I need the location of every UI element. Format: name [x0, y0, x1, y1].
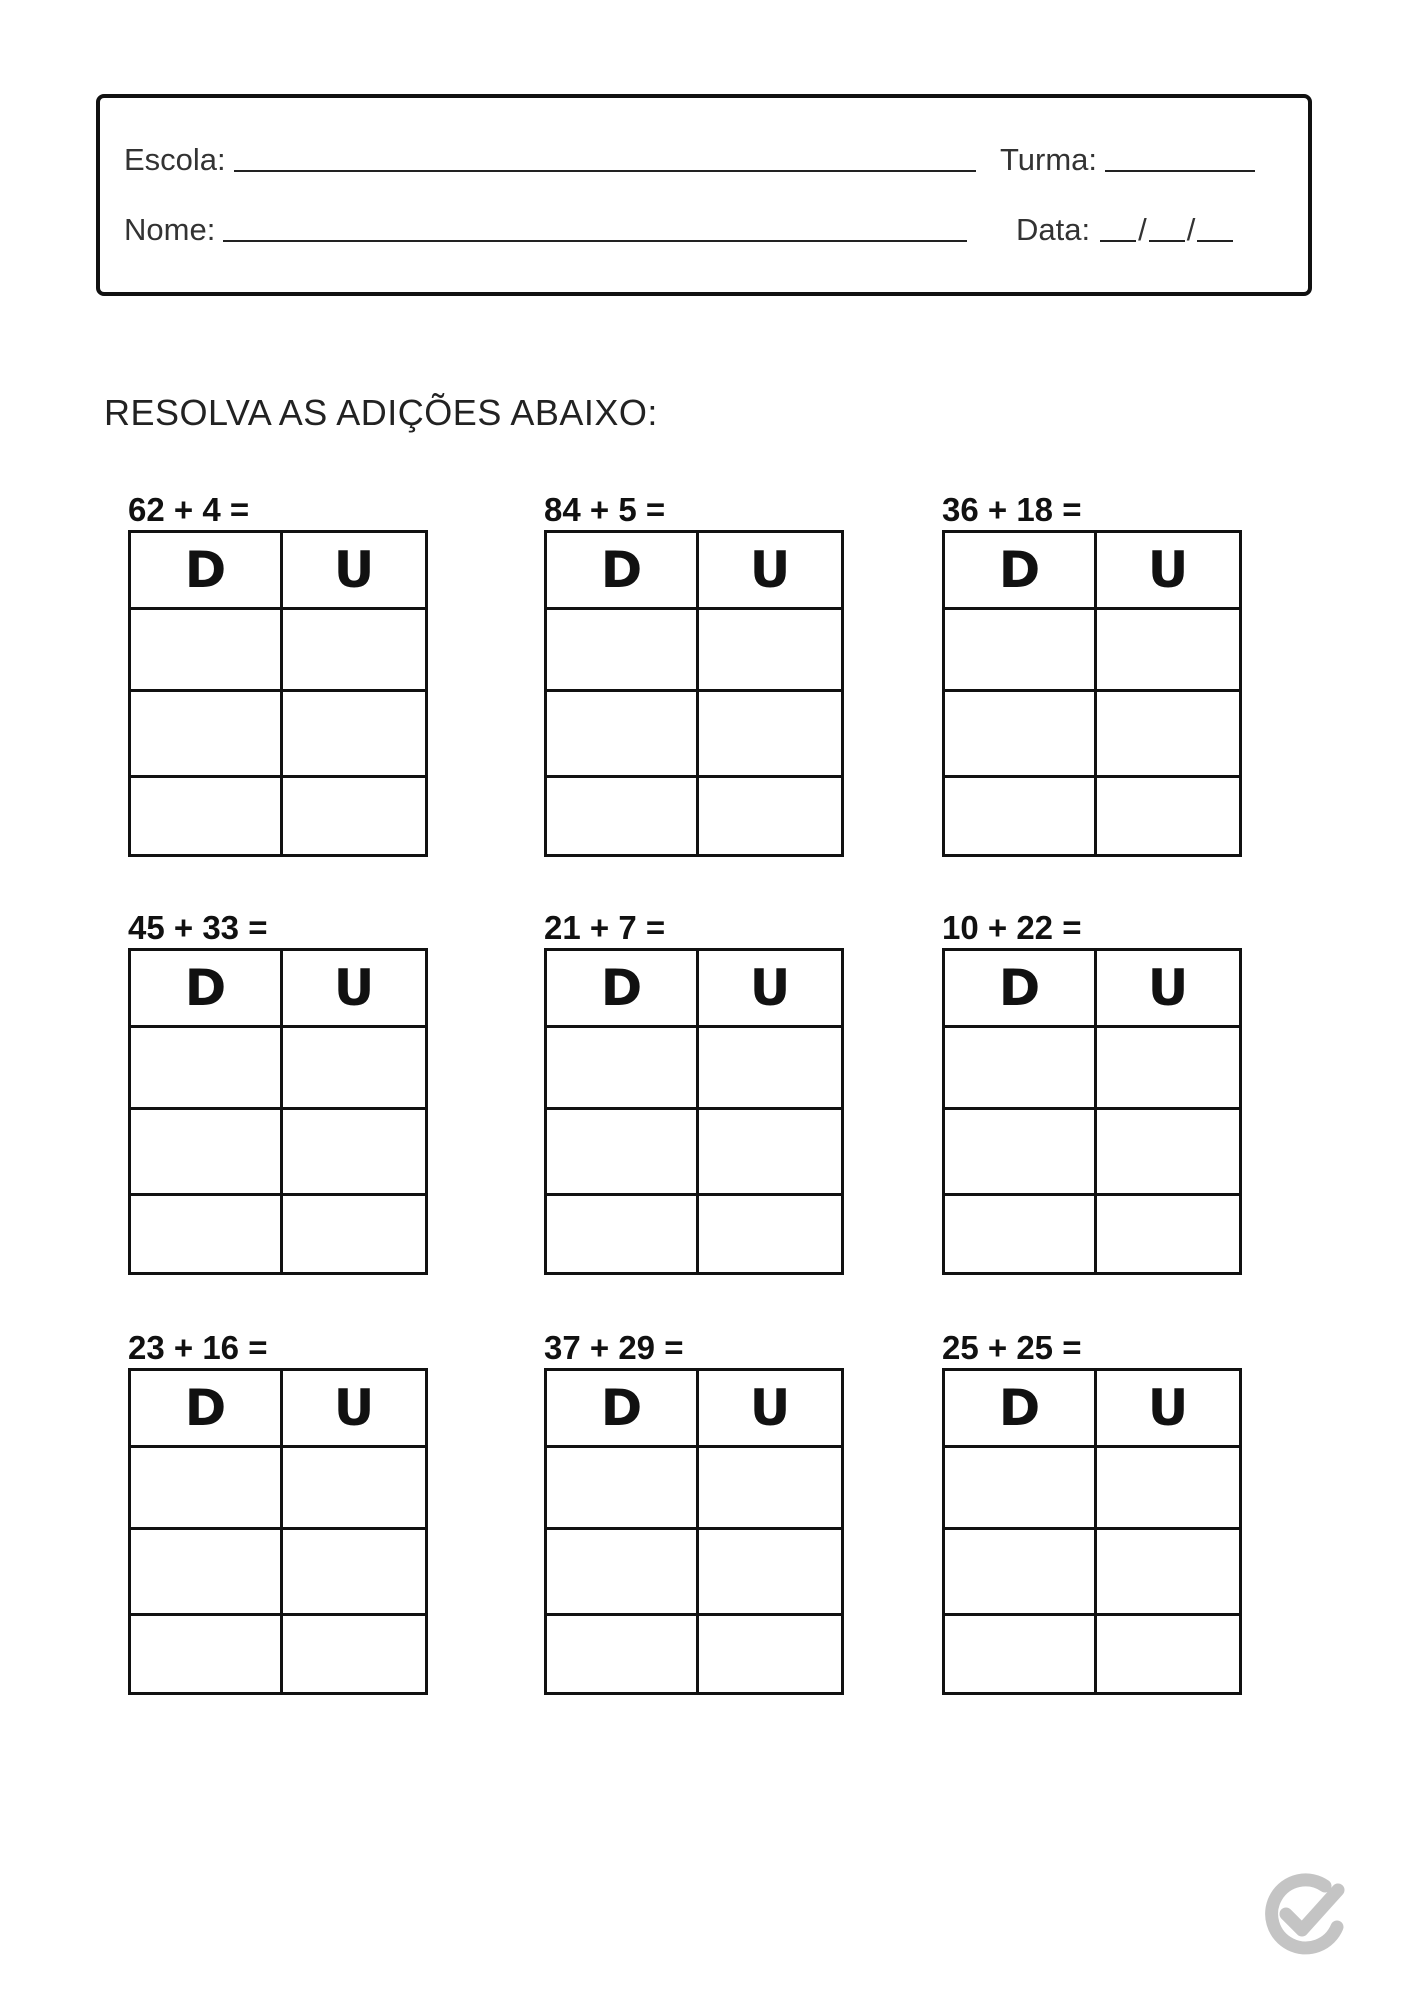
units-answer-cell[interactable] — [1097, 1028, 1239, 1107]
problem-expression: 45 + 33 = — [128, 909, 268, 946]
tens-answer-cell[interactable] — [547, 1028, 699, 1107]
tens-header-cell — [945, 1371, 1097, 1445]
grid-answer-row — [131, 1110, 425, 1196]
units-answer-cell[interactable] — [1097, 778, 1239, 854]
grid-header-row — [945, 951, 1239, 1028]
tens-answer-cell[interactable] — [131, 1616, 283, 1692]
units-header-cell — [283, 533, 425, 607]
grid-header-row — [547, 1371, 841, 1448]
units-answer-cell[interactable] — [699, 778, 841, 854]
tens-answer-cell[interactable] — [945, 1448, 1097, 1527]
grid-header-row — [131, 533, 425, 610]
grid-answer-row — [131, 1028, 425, 1110]
units-header-cell — [1097, 951, 1239, 1025]
units-answer-cell[interactable] — [699, 1110, 841, 1193]
units-label: U — [1147, 1379, 1189, 1437]
grid-answer-row — [131, 1616, 425, 1692]
place-value-grid — [544, 1368, 844, 1695]
name-field — [124, 212, 967, 248]
grid-answer-row — [547, 1196, 841, 1272]
units-answer-cell[interactable] — [283, 692, 425, 775]
units-answer-cell[interactable] — [1097, 692, 1239, 775]
tens-answer-cell[interactable] — [945, 1028, 1097, 1107]
tens-answer-cell[interactable] — [945, 1530, 1097, 1613]
tens-label: D — [184, 1379, 227, 1437]
units-answer-cell[interactable] — [283, 1616, 425, 1692]
tens-answer-cell[interactable] — [547, 692, 699, 775]
units-answer-cell[interactable] — [1097, 1616, 1239, 1692]
tens-header-cell — [547, 533, 699, 607]
grid-answer-row — [131, 1530, 425, 1616]
units-answer-cell[interactable] — [283, 1028, 425, 1107]
tens-label: D — [184, 959, 227, 1017]
tens-answer-cell[interactable] — [547, 1196, 699, 1272]
tens-answer-cell[interactable] — [131, 1196, 283, 1272]
units-answer-cell[interactable] — [283, 1110, 425, 1193]
place-value-grid — [128, 1368, 428, 1695]
place-value-grid — [942, 1368, 1242, 1695]
place-value-grid — [544, 948, 844, 1275]
tens-label: D — [998, 1379, 1041, 1437]
date-year-line[interactable] — [1197, 239, 1233, 242]
tens-label: D — [600, 541, 643, 599]
units-label: U — [749, 541, 791, 599]
units-answer-cell[interactable] — [283, 778, 425, 854]
grid-answer-row — [547, 1448, 841, 1530]
tens-header-cell — [131, 1371, 283, 1445]
units-answer-cell[interactable] — [699, 1196, 841, 1272]
units-answer-cell[interactable] — [699, 1616, 841, 1692]
addition-problem — [544, 908, 844, 1275]
tens-answer-cell[interactable] — [547, 1110, 699, 1193]
tens-label: D — [998, 541, 1041, 599]
tens-header-cell — [945, 533, 1097, 607]
instruction-text: RESOLVA AS ADIÇÕES ABAIXO: — [104, 392, 658, 433]
place-value-grid — [942, 530, 1242, 857]
problem-expression: 84 + 5 = — [544, 491, 666, 528]
tens-header-cell — [131, 533, 283, 607]
grid-answer-row — [945, 1448, 1239, 1530]
grid-answer-row — [945, 1616, 1239, 1692]
units-label: U — [1147, 959, 1189, 1017]
grid-header-row — [547, 533, 841, 610]
grid-answer-row — [945, 1028, 1239, 1110]
place-value-grid — [128, 530, 428, 857]
place-value-grid — [544, 530, 844, 857]
tens-answer-cell[interactable] — [547, 610, 699, 689]
units-header-cell — [1097, 533, 1239, 607]
units-answer-cell[interactable] — [699, 1028, 841, 1107]
tens-label: D — [184, 541, 227, 599]
tens-answer-cell[interactable] — [547, 1448, 699, 1527]
tens-answer-cell[interactable] — [945, 692, 1097, 775]
addition-problem — [544, 1328, 844, 1695]
units-header-cell — [699, 533, 841, 607]
units-label: U — [749, 1379, 791, 1437]
grid-header-row — [131, 951, 425, 1028]
units-answer-cell[interactable] — [1097, 1196, 1239, 1272]
grid-answer-row — [945, 610, 1239, 692]
grid-answer-row — [945, 692, 1239, 778]
units-label: U — [333, 1379, 375, 1437]
tens-answer-cell[interactable] — [945, 778, 1097, 854]
tens-header-cell — [945, 951, 1097, 1025]
date-label: Data: — [1016, 212, 1091, 247]
units-label: U — [749, 959, 791, 1017]
tens-answer-cell[interactable] — [131, 1530, 283, 1613]
grid-answer-row — [945, 1530, 1239, 1616]
problem-expression: 36 + 18 = — [942, 491, 1082, 528]
tens-header-cell — [547, 951, 699, 1025]
units-answer-cell[interactable] — [699, 692, 841, 775]
date-separator: / — [1186, 212, 1196, 247]
units-answer-cell[interactable] — [283, 1448, 425, 1527]
units-answer-cell[interactable] — [699, 610, 841, 689]
checkmark-logo-icon — [1262, 1872, 1348, 1958]
units-header-cell — [1097, 1371, 1239, 1445]
addition-problem — [942, 490, 1242, 857]
units-answer-cell[interactable] — [283, 1530, 425, 1613]
units-label: U — [1147, 541, 1189, 599]
addition-problem — [128, 1328, 428, 1695]
class-input-line[interactable] — [1105, 169, 1255, 172]
tens-answer-cell[interactable] — [547, 1616, 699, 1692]
units-answer-cell[interactable] — [283, 610, 425, 689]
tens-answer-cell[interactable] — [131, 610, 283, 689]
problem-expression: 25 + 25 = — [942, 1329, 1082, 1366]
addition-problem — [942, 908, 1242, 1275]
tens-answer-cell[interactable] — [131, 778, 283, 854]
tens-answer-cell[interactable] — [945, 1196, 1097, 1272]
date-field — [1016, 212, 1235, 248]
tens-label: D — [600, 959, 643, 1017]
grid-answer-row — [547, 778, 841, 854]
addition-problem — [128, 490, 428, 857]
date-day-line[interactable] — [1100, 239, 1136, 242]
grid-answer-row — [945, 778, 1239, 854]
grid-answer-row — [131, 610, 425, 692]
units-header-cell — [283, 951, 425, 1025]
grid-answer-row — [945, 1110, 1239, 1196]
problem-expression: 10 + 22 = — [942, 909, 1082, 946]
units-answer-cell[interactable] — [1097, 1530, 1239, 1613]
units-answer-cell[interactable] — [1097, 610, 1239, 689]
grid-answer-row — [547, 692, 841, 778]
school-label: Escola: — [124, 142, 226, 177]
grid-answer-row — [131, 1196, 425, 1272]
problem-expression: 62 + 4 = — [128, 491, 250, 528]
grid-answer-row — [131, 692, 425, 778]
units-header-cell — [283, 1371, 425, 1445]
units-answer-cell[interactable] — [699, 1530, 841, 1613]
grid-answer-row — [131, 1448, 425, 1530]
addition-problem — [942, 1328, 1242, 1695]
tens-answer-cell[interactable] — [547, 778, 699, 854]
grid-header-row — [547, 951, 841, 1028]
addition-problem — [544, 490, 844, 857]
grid-answer-row — [547, 1110, 841, 1196]
grid-header-row — [945, 533, 1239, 610]
grid-answer-row — [547, 1616, 841, 1692]
grid-answer-row — [547, 1028, 841, 1110]
student-info-box — [96, 94, 1312, 296]
tens-answer-cell[interactable] — [131, 1110, 283, 1193]
grid-header-row — [131, 1371, 425, 1448]
tens-answer-cell[interactable] — [945, 1110, 1097, 1193]
units-header-cell — [699, 951, 841, 1025]
place-value-grid — [942, 948, 1242, 1275]
date-separator: / — [1138, 212, 1147, 247]
units-header-cell — [699, 1371, 841, 1445]
units-label: U — [333, 541, 375, 599]
tens-header-cell — [131, 951, 283, 1025]
units-label: U — [333, 959, 375, 1017]
school-input-line[interactable] — [234, 169, 976, 172]
grid-header-row — [945, 1371, 1239, 1448]
tens-answer-cell[interactable] — [945, 610, 1097, 689]
units-answer-cell[interactable] — [1097, 1448, 1239, 1527]
class-field — [1000, 142, 1255, 178]
grid-answer-row — [945, 1196, 1239, 1272]
problem-expression: 21 + 7 = — [544, 909, 666, 946]
tens-label: D — [998, 959, 1041, 1017]
units-answer-cell[interactable] — [283, 1196, 425, 1272]
problem-expression: 23 + 16 = — [128, 1329, 268, 1366]
grid-answer-row — [131, 778, 425, 854]
problem-expression: 37 + 29 = — [544, 1329, 684, 1366]
grid-answer-row — [547, 610, 841, 692]
name-input-line[interactable] — [223, 239, 967, 242]
class-label: Turma: — [1000, 142, 1098, 177]
place-value-grid — [128, 948, 428, 1275]
name-label: Nome: — [124, 212, 216, 247]
date-month-line[interactable] — [1149, 239, 1185, 242]
tens-label: D — [600, 1379, 643, 1437]
units-answer-cell[interactable] — [1097, 1110, 1239, 1193]
tens-answer-cell[interactable] — [547, 1530, 699, 1613]
school-field — [124, 142, 976, 178]
tens-answer-cell[interactable] — [131, 1028, 283, 1107]
tens-answer-cell[interactable] — [131, 1448, 283, 1527]
tens-answer-cell[interactable] — [131, 692, 283, 775]
tens-answer-cell[interactable] — [945, 1616, 1097, 1692]
addition-problem — [128, 908, 428, 1275]
units-answer-cell[interactable] — [699, 1448, 841, 1527]
grid-answer-row — [547, 1530, 841, 1616]
date-input[interactable] — [1098, 212, 1235, 248]
tens-header-cell — [547, 1371, 699, 1445]
